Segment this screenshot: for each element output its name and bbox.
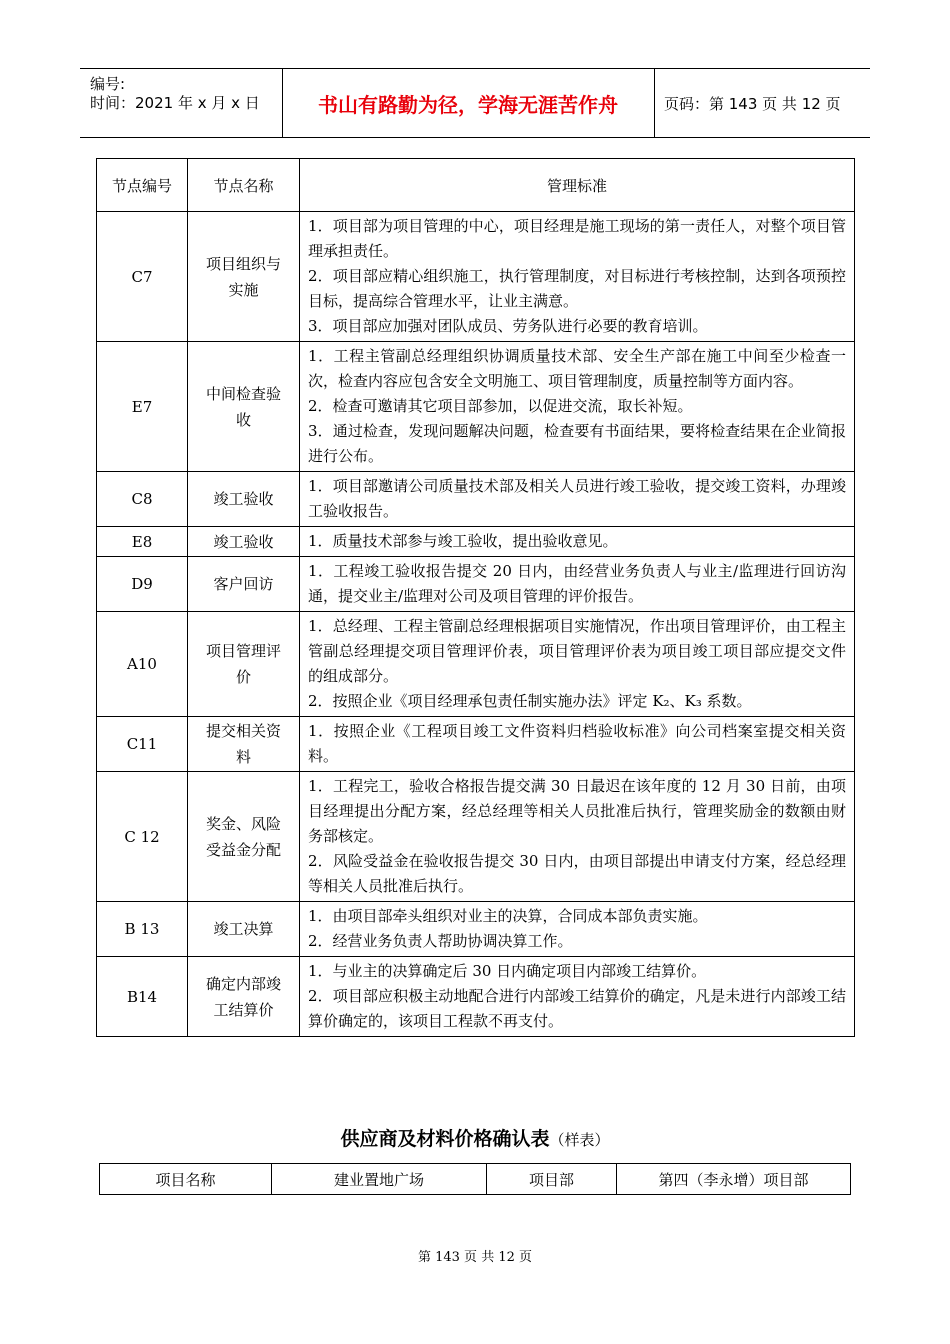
node-code: E8 — [97, 527, 188, 557]
header-page-info: 页码：第 143 页 共 12 页 — [664, 94, 841, 113]
node-name: 竣工验收 — [188, 472, 300, 527]
node-code: C11 — [97, 717, 188, 772]
node-code: A10 — [97, 612, 188, 717]
number-label: 编号: — [90, 75, 126, 93]
node-name: 竣工验收 — [188, 527, 300, 557]
node-code: C7 — [97, 212, 188, 342]
standard-item: 2．经营业务负责人帮助协调决算工作。 — [308, 932, 573, 950]
standard-item: 3．通过检查，发现问题解决问题，检查要有书面结果，要将检查结果在企业简报进行公布。 — [308, 422, 846, 465]
node-standard — [300, 957, 855, 1037]
node-code: E7 — [97, 342, 188, 472]
page-footer: 第 143 页 共 12 页 — [417, 1250, 533, 1265]
time-label: 时间：2021 年 x 月 x 日 — [90, 94, 260, 112]
standard-item: 1．项目部为项目管理的中心，项目经理是施工现场的第一责任人，对整个项目管理承担责任。 — [308, 217, 846, 260]
table-row — [97, 342, 855, 472]
header-motto: 书山有路勤为径，学海无涯苦作舟 — [282, 69, 655, 137]
standard-item: 1．质量技术部参与竣工验收，提出验收意见。 — [308, 532, 618, 550]
header-standard: 管理标准 — [300, 159, 855, 212]
node-standard — [300, 557, 855, 612]
project-name-value: 建业置地广场 — [272, 1164, 487, 1195]
table-row — [97, 212, 855, 342]
department-value: 第四（李永增）项目部 — [617, 1164, 851, 1195]
node-standard — [300, 772, 855, 902]
standard-item: 2．按照企业《项目经理承包责任制实施办法》评定 K₂、K₃ 系数。 — [308, 692, 752, 710]
table-row — [97, 957, 855, 1037]
table-row — [97, 527, 855, 557]
table-header-row — [97, 159, 855, 212]
header-node-name: 节点名称 — [188, 159, 300, 212]
table-row — [97, 772, 855, 902]
table-row — [97, 902, 855, 957]
header-node-code: 节点编号 — [97, 159, 188, 212]
node-code: C 12 — [97, 772, 188, 902]
node-name: 竣工决算 — [188, 902, 300, 957]
standard-item: 1．按照企业《工程项目竣工文件资料归档验收标准》向公司档案室提交相关资料。 — [308, 722, 846, 765]
standard-item: 1．总经理、工程主管副总经理根据项目实施情况，作出项目管理评价，由工程主管副总经理提交项目管理评价表，项目管理评价表为项目竣工项目部应提交文件的组成部分。 — [308, 617, 846, 685]
node-standard — [300, 342, 855, 472]
node-standard — [300, 717, 855, 772]
standard-item: 1．工程完工，验收合格报告提交满 30 日最迟在该年度的 12 月 30 日前，由项目经理提出分配方案，经总经理等相关人员批准后执行，管理奖励金的数额由财务部核定。 — [308, 777, 846, 845]
node-standard — [300, 212, 855, 342]
supplier-table — [99, 1163, 851, 1195]
node-code: D9 — [97, 557, 188, 612]
management-standard-table — [96, 158, 855, 1037]
node-code: C8 — [97, 472, 188, 527]
standard-item: 1．工程主管副总经理组织协调质量技术部、安全生产部在施工中间至少检查一次，检查内容应包含安全文明施工、项目管理制度，质量控制等方面内容。 — [308, 347, 846, 390]
node-code: B14 — [97, 957, 188, 1037]
node-name: 确定内部竣工结算价 — [188, 957, 300, 1037]
standard-item: 2．风险受益金在验收报告提交 30 日内，由项目部提出申请支付方案，经总经理等相关人员批准后执行。 — [308, 852, 846, 895]
header-meta — [80, 69, 283, 137]
node-code: B 13 — [97, 902, 188, 957]
department-label: 项目部 — [487, 1164, 617, 1195]
node-standard — [300, 527, 855, 557]
standard-item: 1．工程竣工验收报告提交 20 日内，由经营业务负责人与业主/监理进行回访沟通，提交业主/监理对公司及项目管理的评价报告。 — [308, 562, 846, 605]
node-standard — [300, 902, 855, 957]
node-standard — [300, 472, 855, 527]
node-name: 提交相关资料 — [188, 717, 300, 772]
supplier-title-text: 供应商及材料价格确认表 — [340, 1128, 550, 1150]
node-name: 客户回访 — [188, 557, 300, 612]
node-name: 项目组织与实施 — [188, 212, 300, 342]
standard-item: 2．检查可邀请其它项目部参加，以促进交流，取长补短。 — [308, 397, 693, 415]
table-row — [100, 1164, 851, 1195]
supplier-title-note: （样表） — [549, 1131, 610, 1149]
node-name: 中间检查验收 — [188, 342, 300, 472]
project-name-label: 项目名称 — [100, 1164, 272, 1195]
standard-item: 2．项目部应精心组织施工，执行管理制度，对目标进行考核控制，达到各项预控目标，提高综合管理水平，让业主满意。 — [308, 267, 846, 310]
table-row — [97, 557, 855, 612]
standard-item: 2．项目部应积极主动地配合进行内部竣工结算价的确定，凡是未进行内部竣工结算价确定的，该项目工程款不再支付。 — [308, 987, 846, 1030]
table-row — [97, 717, 855, 772]
table-row — [97, 472, 855, 527]
table-row — [97, 612, 855, 717]
standard-item: 3．项目部应加强对团队成员、劳务队进行必要的教育培训。 — [308, 317, 708, 335]
page-header — [80, 68, 870, 138]
standard-item: 1．由项目部牵头组织对业主的决算，合同成本部负责实施。 — [308, 907, 708, 925]
node-standard — [300, 612, 855, 717]
node-name: 奖金、风险受益金分配 — [188, 772, 300, 902]
standard-item: 1．项目部邀请公司质量技术部及相关人员进行竣工验收，提交竣工资料，办理竣工验收报告。 — [308, 477, 846, 520]
supplier-title — [0, 1124, 950, 1151]
node-name: 项目管理评价 — [188, 612, 300, 717]
standard-item: 1．与业主的决算确定后 30 日内确定项目内部竣工结算价。 — [308, 962, 707, 980]
